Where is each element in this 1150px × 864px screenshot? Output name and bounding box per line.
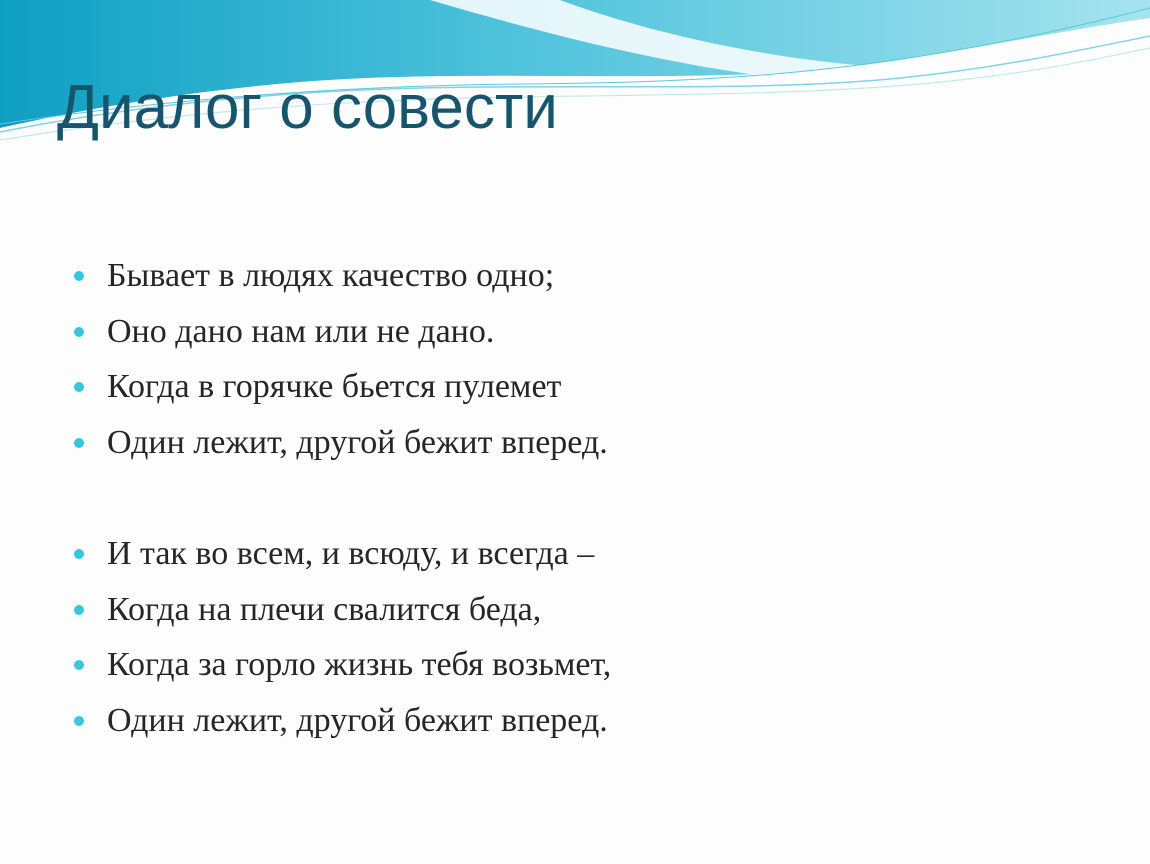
bullet-icon [74, 716, 84, 726]
poem-line-text: И так во всем, и всюду, и всегда – [107, 535, 595, 572]
poem-line-text: Когда в горячке бьется пулемет [107, 368, 562, 405]
bullet-icon [74, 660, 84, 670]
bullet-icon [74, 382, 84, 392]
poem-line-text: Один лежит, другой бежит вперед. [107, 423, 608, 461]
poem-line-text: Когда на плечи свалится беда, [107, 590, 542, 628]
poem-line [74, 248, 608, 304]
poem-line-text: Один лежит, другой бежит вперед. [107, 701, 608, 739]
stanza-1 [74, 248, 608, 470]
stanza-2 [74, 526, 611, 748]
bullet-icon [74, 271, 84, 281]
poem-line [74, 582, 611, 638]
poem-line-text: Когда за горло жизнь тебя возьмет, [107, 646, 612, 683]
poem-line-text: Бывает в людях качество одно; [107, 257, 555, 294]
bullet-icon [74, 549, 84, 559]
poem-line [74, 637, 611, 693]
poem-line [74, 693, 611, 749]
poem-line [74, 304, 608, 360]
slide-title: Диалог о совести [57, 73, 558, 142]
poem-line-text: Оно дано нам или не дано. [107, 312, 495, 350]
bullet-icon [74, 605, 84, 615]
bullet-icon [74, 438, 84, 448]
poem-line [74, 526, 611, 582]
bullet-icon [74, 327, 84, 337]
poem-line [74, 415, 608, 471]
poem-line [74, 359, 608, 415]
